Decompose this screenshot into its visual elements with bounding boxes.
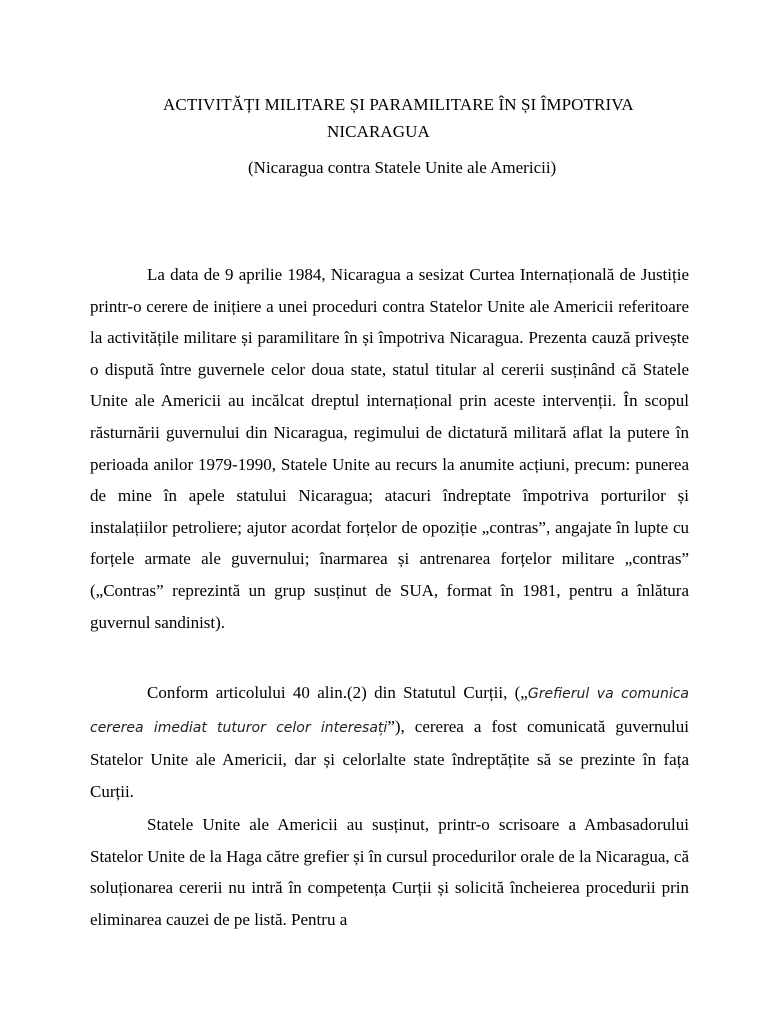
paragraph-2-text — [90, 677, 689, 807]
paragraph-3-text: Statele Unite ale Americii au susținut, printr-o scrisoare a Ambasadorului Statelor Unite de la Haga către grefier și în cursul procedurilor orale de la Nicaragua, că soluționarea cererii nu intră în competența Curții și solicită încheierea procedurii prin eliminarea cauzei de pe listă. Pentru a — [90, 815, 689, 929]
paragraph-1-text: La data de 9 aprilie 1984, Nicaragua a sesizat Curtea Internațională de Justiție printr-o cerere de inițiere a unei proceduri contra Statelor Unite ale Americii referitoare la activitățile militare și paramilitare în și împotriva Nicaragua. Prezenta cauză privește o dispută între guvernele celor doua state, statul titular al cererii susținând că Statele Unite ale Americii au incălcat dreptul internațional prin aceste intervenții. În scopul răsturnării guvernului din Nicaragua, regimului de dictatură militară aflat la putere în perioada anilor 1979-1990, Statele Unite au recurs la anumite acțiuni, precum: punerea de mine în apele statului Nicaragua; atacuri îndreptate împotriva porturilor și instalațiilor petroliere; ajutor acordat forțelor de opoziție „contras”, angajate în lupte cu forțele armate ale guvernului; înarmarea și antrenarea forțelor militare „contras” („Contras” reprezintă un grup susținut de SUA, format în 1981, pentru a înlătura guvernul sandinist). — [90, 265, 689, 632]
document-title-line-1: ACTIVITĂȚI MILITARE ȘI PARAMILITARE ÎN ȘI ÎMPOTRIVA — [163, 95, 634, 114]
document-title-line-2: NICARAGUA — [327, 122, 430, 141]
paragraph-2-italic-quote: Grefierul va comunica cererea imediat tuturor celor interesați — [90, 686, 689, 736]
paragraph-3 — [90, 809, 689, 935]
paragraph-2-after: ”), cererea a fost comunicată guvernului Statelor Unite ale Americii, dar și celorlalte state îndreptățite să se prezinte în fața Curții. — [90, 716, 689, 801]
paragraph-2 — [90, 677, 689, 807]
document-subtitle: (Nicaragua contra Statele Unite ale Americii) — [248, 158, 557, 177]
paragraph-1 — [90, 259, 689, 638]
paragraph-2-before: Conform articolului 40 alin.(2) din Statutul Curții, („ — [147, 683, 528, 702]
